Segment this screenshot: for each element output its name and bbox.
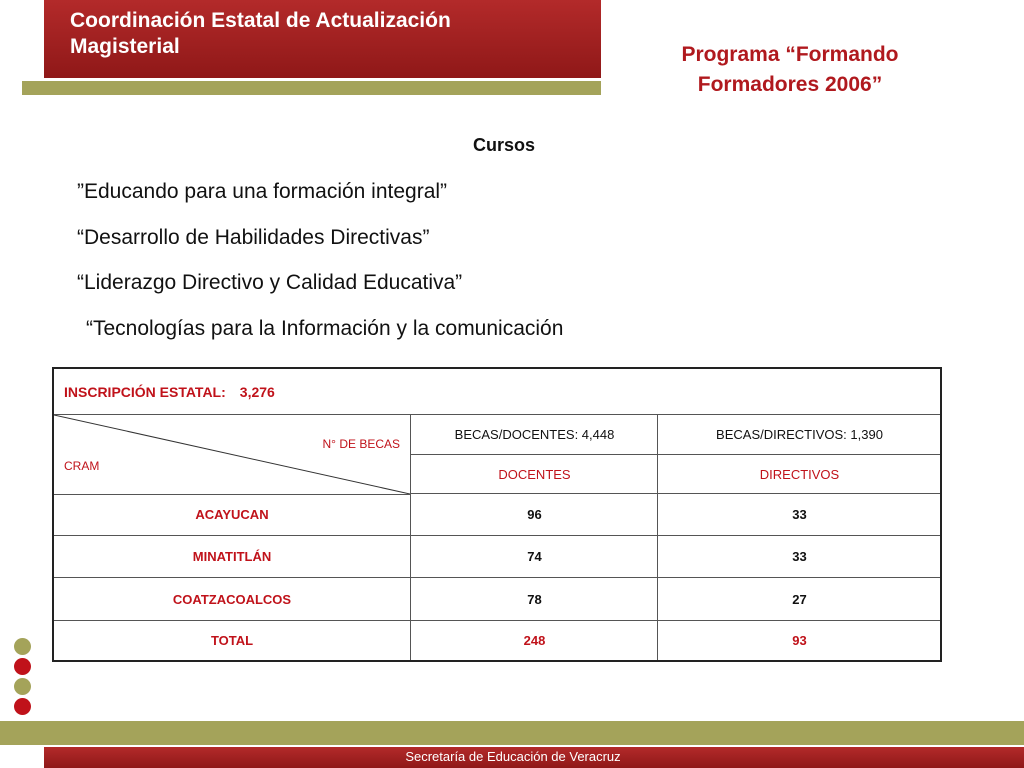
corner-diagonal xyxy=(54,415,410,494)
table-row xyxy=(54,536,940,578)
decorative-dots xyxy=(14,638,31,718)
inscripcion-value: 3,276 xyxy=(239,383,275,400)
table-row xyxy=(54,494,940,536)
directivos-value: 27 xyxy=(657,578,941,620)
table-row-inscripcion xyxy=(54,369,940,415)
becas-directivos-header: BECAS/DIRECTIVOS: 1,390 xyxy=(657,415,941,454)
dot-red xyxy=(14,658,31,675)
course-item: “Desarrollo de Habilidades Directivas” xyxy=(77,226,430,249)
dot-olive xyxy=(14,638,31,655)
org-title-line1: Coordinación Estatal de Actualización xyxy=(70,9,451,32)
cram-name: COATZACOALCOS xyxy=(172,591,292,607)
inscripcion-cell xyxy=(64,369,275,414)
directivos-value: 33 xyxy=(657,494,941,535)
total-label: TOTAL xyxy=(210,633,254,648)
course-item: “Liderazgo Directivo y Calidad Educativa” xyxy=(77,271,463,294)
docentes-value: 74 xyxy=(410,536,658,577)
docentes-header: DOCENTES xyxy=(410,455,658,493)
table-row xyxy=(54,578,940,621)
org-title xyxy=(70,8,590,60)
org-title-line2: Magisterial xyxy=(70,35,180,58)
footer-olive-bar xyxy=(0,721,1024,745)
cram-name: MINATITLÁN xyxy=(192,549,272,564)
dot-olive xyxy=(14,678,31,695)
docentes-value: 96 xyxy=(410,494,658,535)
course-item: “Tecnologías para la Información y la comunicación xyxy=(86,317,564,340)
footer-text: Secretaría de Educación de Veracruz xyxy=(405,749,621,764)
courses-heading: Cursos xyxy=(472,135,535,155)
total-directivos: 93 xyxy=(657,621,941,660)
corner-becas-label: N° DE BECAS xyxy=(322,437,400,451)
inscripcion-label: INSCRIPCIÓN ESTATAL: xyxy=(64,383,226,400)
course-item: ”Educando para una formación integral” xyxy=(77,180,448,203)
docentes-value: 78 xyxy=(410,578,658,620)
directivos-value: 33 xyxy=(657,536,941,577)
program-title xyxy=(640,40,940,100)
program-title-line1: Programa “Formando xyxy=(681,43,899,66)
header-olive-bar xyxy=(22,81,601,95)
total-docentes: 248 xyxy=(410,621,658,660)
enrollment-table xyxy=(52,367,942,662)
cram-name: ACAYUCAN xyxy=(195,507,269,522)
program-title-line2: Formadores 2006” xyxy=(697,73,883,96)
corner-cell xyxy=(54,415,410,495)
table-row-total xyxy=(54,621,940,660)
dot-red xyxy=(14,698,31,715)
directivos-header: DIRECTIVOS xyxy=(657,455,941,493)
corner-cram-label: CRAM xyxy=(64,459,100,473)
becas-docentes-header: BECAS/DOCENTES: 4,448 xyxy=(410,415,658,454)
